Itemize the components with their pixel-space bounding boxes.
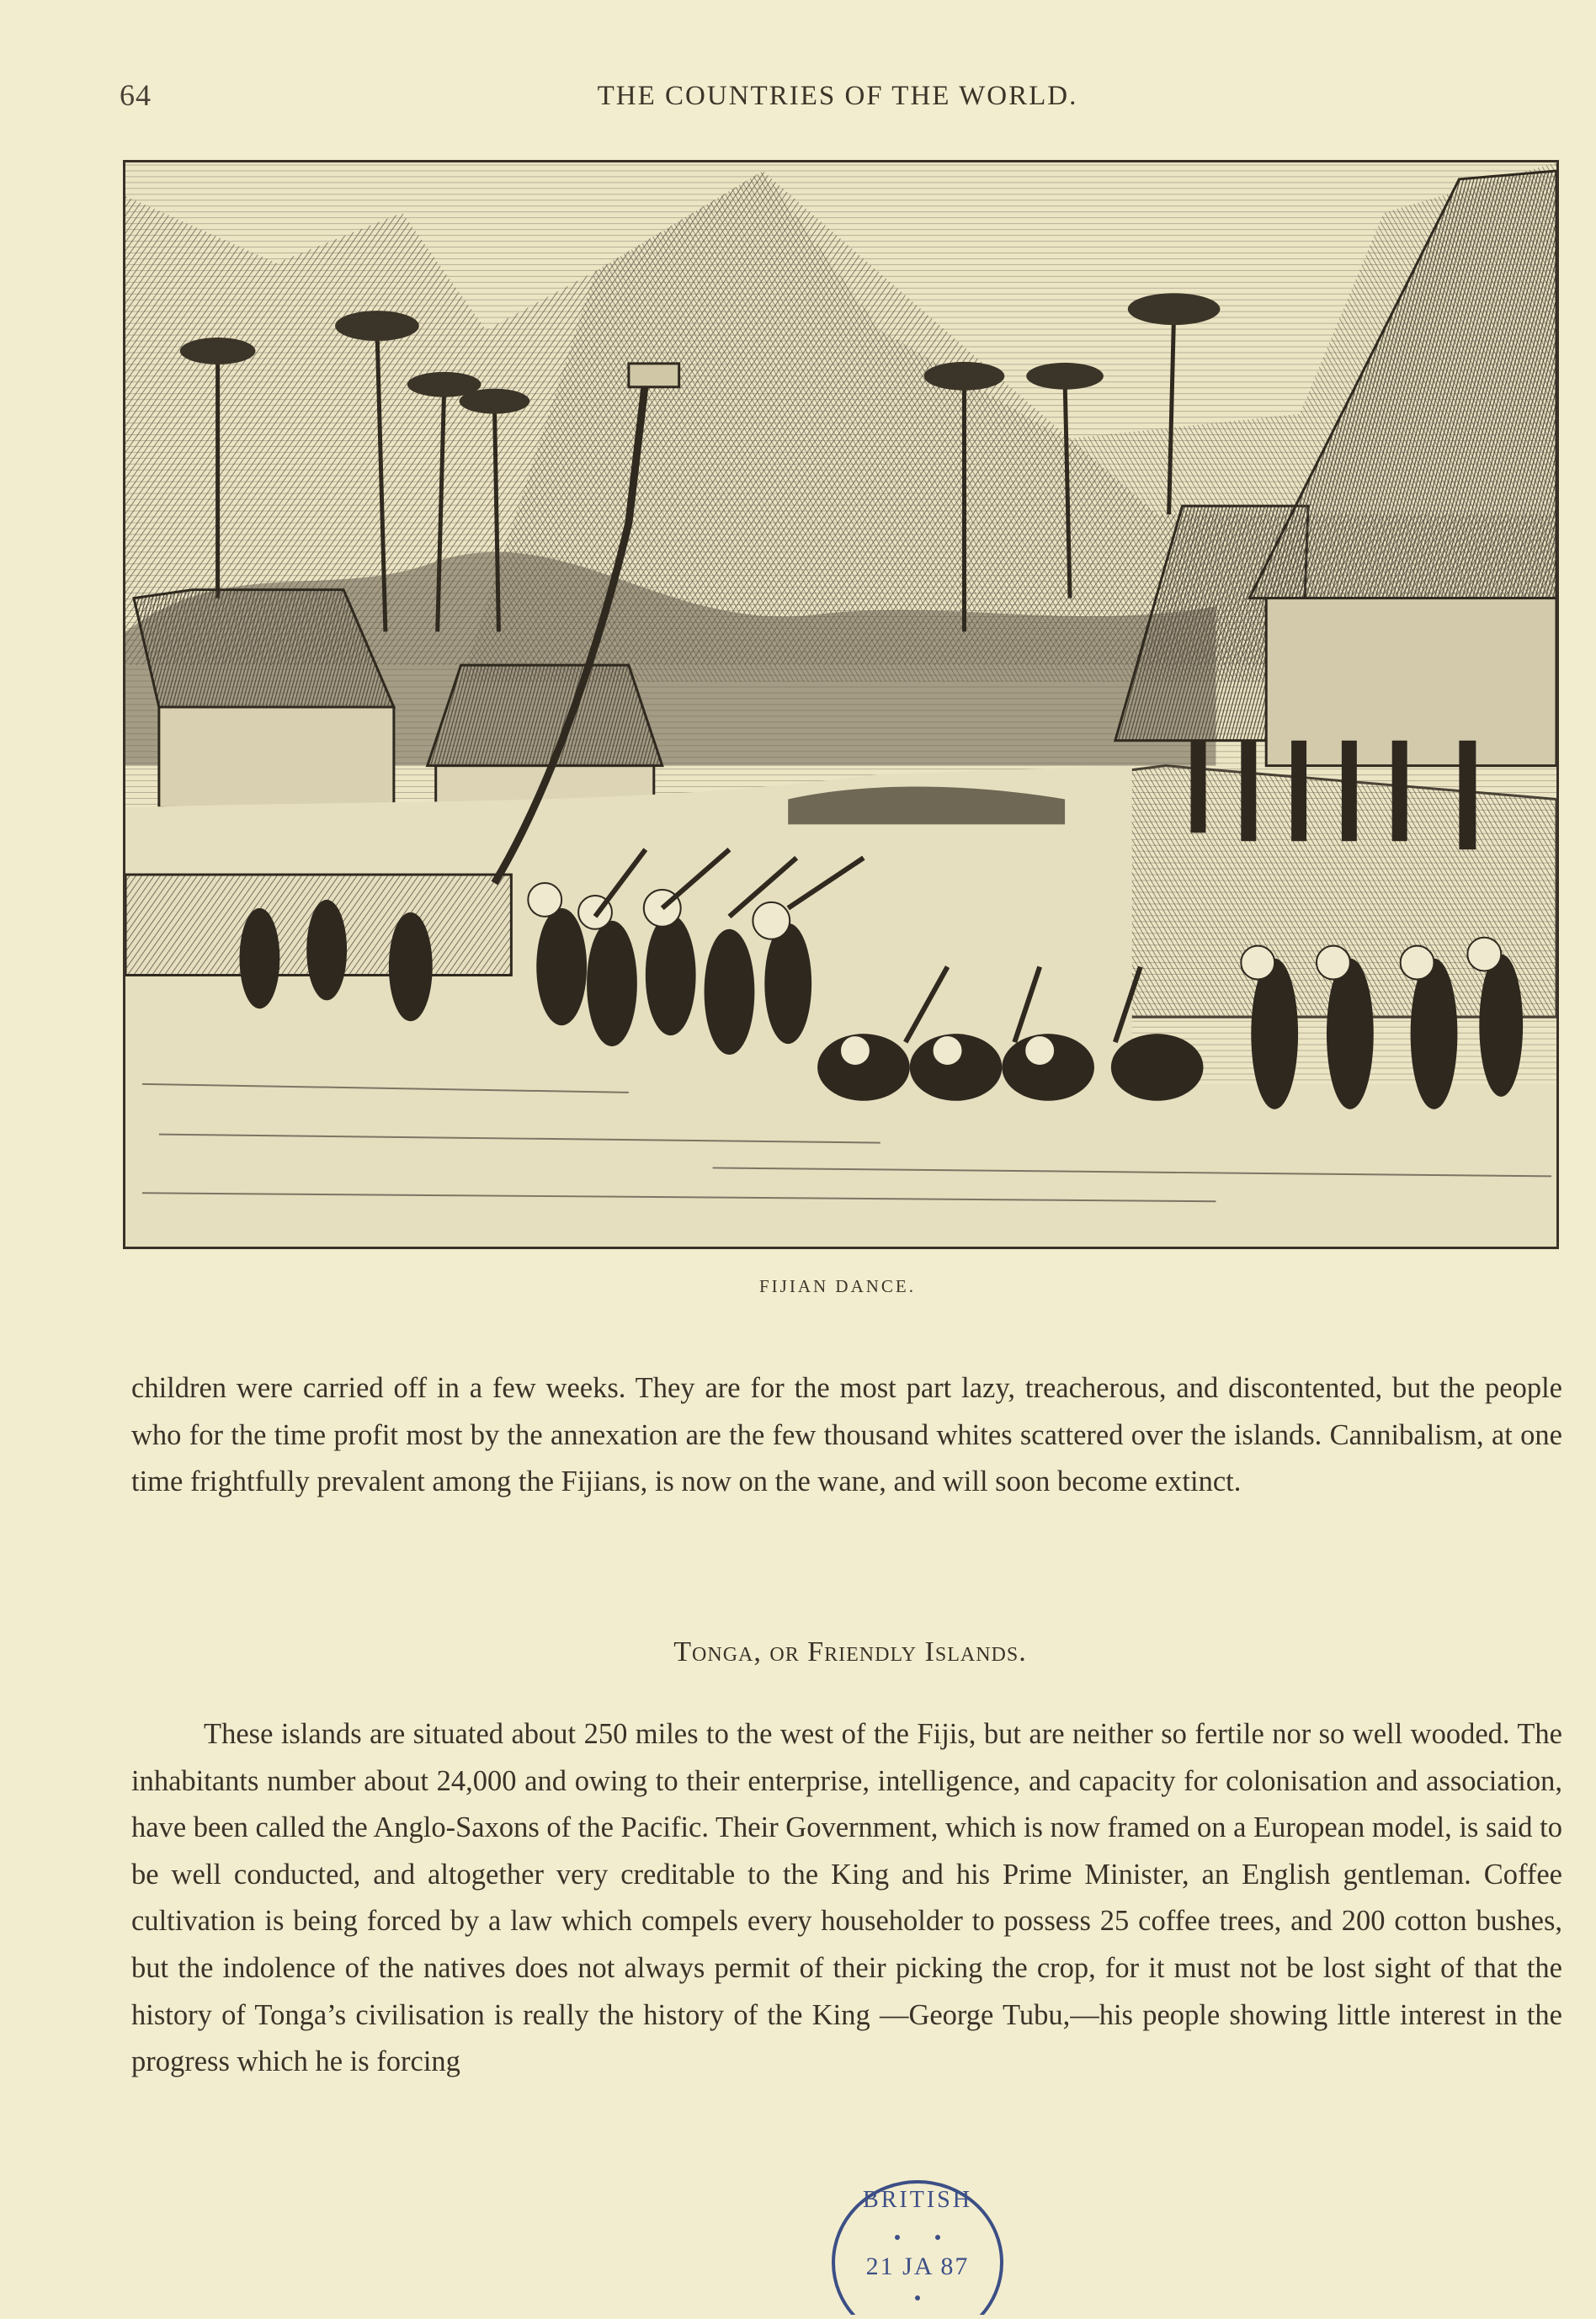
- fijian-dance-engraving: [125, 162, 1556, 1247]
- body-paragraph-1: children were carried off in a few weeks. They are for the most part lazy, treacherous, and discontented, but the people who for the time profit most by the annexation are the few thousand whites scattered over the islands. Cannibalism, at one time frightfully prevalent among the Fijians, is now on the wane, and will soon become extinct.: [131, 1372, 1562, 1498]
- library-stamp: [827, 2172, 1008, 2315]
- stamp-top-text: BRITISH: [863, 2187, 972, 2213]
- body-paragraph-2: These islands are situated about 250 miles to the west of the Fijis, but are neither so fertile nor so well wooded. The inhabitants number about 24,000 and owing to their enterprise, intelligence, and capacity for colonisation and association, have been called the Anglo-Saxons of the Pacific. Their Government, which is now framed on a European model, is said to be well conducted, and altogether very creditable to the King and his Prime Minister, an English gentleman. Coffee cultivation is being forced by a law which compels every householder to possess 25 coffee trees, and 200 cotton bushes, but the indolence of the natives does not always permit of their picking the crop, for it must not be lost sight of that the history of Tonga’s civilisation is really the history of the King —George Tubu,—his people showing little interest in the progress which he is forcing: [131, 1718, 1562, 2078]
- section-heading: Tonga, or Friendly Islands.: [673, 1636, 1027, 1667]
- british-museum-stamp-icon: [827, 2172, 1008, 2315]
- page-number: 64: [120, 78, 152, 112]
- running-title: THE COUNTRIES OF THE WORLD.: [597, 81, 1078, 111]
- illustration-caption: FIJIAN DANCE.: [759, 1276, 916, 1296]
- stamp-date-text: 21 JA 87: [865, 2253, 970, 2280]
- engraving-illustration: [123, 160, 1559, 1249]
